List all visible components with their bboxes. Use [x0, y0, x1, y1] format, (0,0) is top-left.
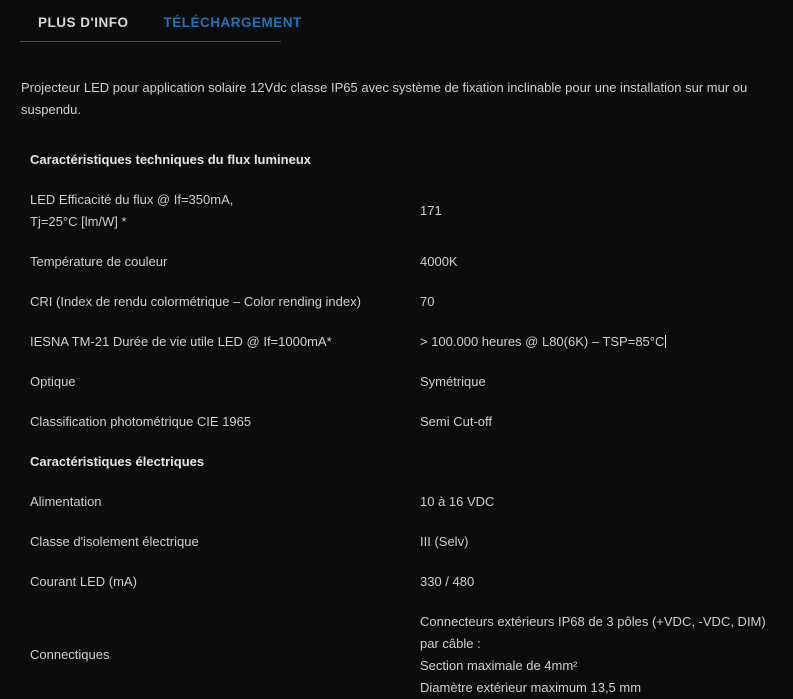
table-row-classe-isolement	[30, 531, 773, 553]
table-row-alimentation	[30, 491, 773, 513]
spec-value-line: 4000K	[420, 254, 458, 269]
spec-value	[420, 531, 773, 553]
spec-label-line: Connectiques	[30, 647, 110, 662]
table-row-duree-de-vie	[30, 331, 773, 353]
table-row-optique	[30, 371, 773, 393]
spec-value-line: 70	[420, 294, 435, 309]
spec-label-line: Température de couleur	[30, 254, 168, 269]
section-heading-electriques: Caractéristiques électriques	[30, 454, 205, 469]
spec-label	[30, 331, 420, 353]
spec-label-line: IESNA TM-21 Durée de vie utile LED @ If=1000mA*	[30, 334, 332, 349]
spec-value-line	[420, 331, 773, 353]
spec-value	[420, 200, 773, 222]
spec-value-line: 10 à 16 VDC	[420, 494, 495, 509]
spec-label	[30, 531, 420, 553]
spec-value-line: Diamètre extérieur maximum 13,5 mm	[420, 680, 642, 695]
section-heading-flux-lumineux: Caractéristiques techniques du flux lumineux	[30, 152, 312, 167]
spec-value	[420, 331, 773, 353]
spec-label	[30, 644, 420, 666]
spec-value	[420, 491, 773, 513]
table-row-cri	[30, 291, 773, 313]
spec-value	[420, 251, 773, 273]
spec-value-line: Symétrique	[420, 374, 486, 389]
product-description: Projecteur LED pour application solaire 12Vdc classe IP65 avec système de fixation inclinable pour une installation sur mur ou suspendu.	[21, 80, 748, 117]
spec-label	[30, 251, 420, 273]
spec-label-line: Tj=25°C [lm/W] *	[30, 214, 127, 229]
spec-label	[30, 189, 420, 233]
spec-label-line: Courant LED (mA)	[30, 574, 137, 589]
spec-label-line: LED Efficacité du flux @ If=350mA,	[30, 192, 234, 207]
spec-value-line: 171	[420, 203, 442, 218]
spec-label-line: CRI (Index de rendu colormétrique – Color rending index)	[30, 294, 361, 309]
tab-plus-dinfo[interactable]: PLUS D'INFO	[38, 15, 129, 30]
spec-value-line: 330 / 480	[420, 574, 475, 589]
spec-table	[20, 149, 773, 699]
spec-label	[30, 371, 420, 393]
spec-value	[420, 611, 773, 699]
spec-label	[30, 571, 420, 593]
spec-value	[420, 371, 773, 393]
spec-value	[420, 411, 773, 433]
spec-label	[30, 291, 420, 313]
table-row-courant-led	[30, 571, 773, 593]
spec-label-line: Optique	[30, 374, 76, 389]
table-row-temperature-couleur	[30, 251, 773, 273]
spec-label-line: Alimentation	[30, 494, 102, 509]
spec-value	[420, 291, 773, 313]
spec-value-line: Semi Cut-off	[420, 414, 493, 429]
spec-label-line: Classification photométrique CIE 1965	[30, 414, 252, 429]
spec-value-text: > 100.000 heures @ L80(6K) – TSP=85°C	[420, 334, 665, 349]
spec-value-line: Connecteurs extérieurs IP68 de 3 pôles (+VDC, -VDC, DIM) par câble :	[420, 614, 766, 651]
text-cursor	[665, 335, 666, 348]
table-row-connectiques	[30, 611, 773, 699]
table-row-classification-photometrique	[30, 411, 773, 433]
spec-label-line: Classe d'isolement électrique	[30, 534, 199, 549]
spec-label	[30, 411, 420, 433]
spec-value	[420, 571, 773, 593]
spec-value-line: III (Selv)	[420, 534, 469, 549]
table-row-led-efficacite	[30, 189, 773, 233]
tab-bar	[20, 0, 302, 42]
spec-label	[30, 491, 420, 513]
spec-value-line: Section maximale de 4mm²	[420, 658, 578, 673]
tab-telechargement[interactable]: TÉLÉCHARGEMENT	[163, 15, 302, 30]
